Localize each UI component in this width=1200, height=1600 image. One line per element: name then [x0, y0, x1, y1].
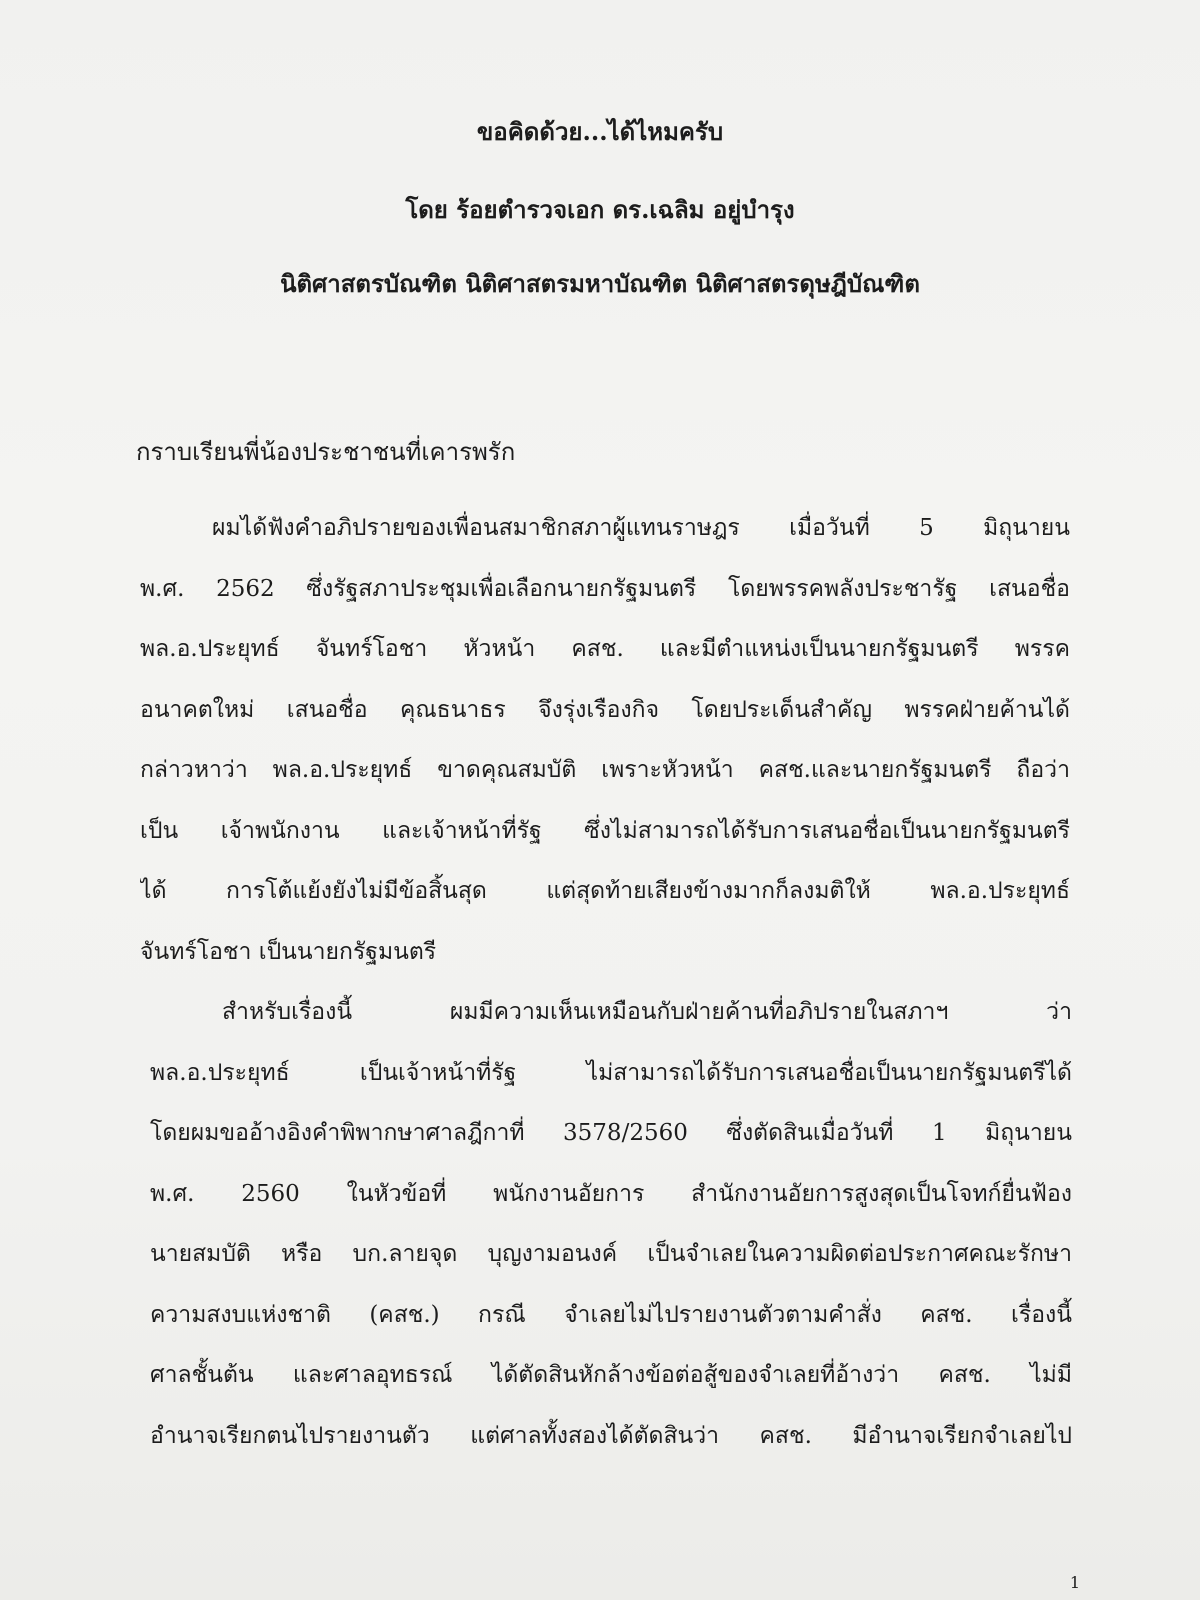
paragraph-line: เป็น เจ้าพนักงาน และเจ้าหน้าที่รัฐ ซึ่งไม่สามารถได้รับการเสนอชื่อเป็นนายกรัฐมนตรี — [140, 817, 1070, 844]
paragraph-line: จันทร์โอชา เป็นนายกรัฐมนตรี — [140, 938, 437, 965]
paragraph-line: พ.ศ. 2562 ซึ่งรัฐสภาประชุมเพื่อเลือกนายกรัฐมนตรี โดยพรรคพลังประชารัฐ เสนอชื่อ — [140, 575, 1070, 602]
document-title: ขอคิดด้วย...ได้ไหมครับ — [476, 117, 724, 146]
paragraph-line: ผมได้ฟังคำอภิปรายของเพื่อนสมาชิกสภาผู้แทนราษฎร เมื่อวันที่ 5 มิถุนายน — [212, 515, 1070, 541]
paragraph-line: โดยผมขออ้างอิงคำพิพากษาศาลฎีกาที่ 3578/2560 ซึ่งตัดสินเมื่อวันที่ 1 มิถุนายน — [150, 1120, 1072, 1146]
paragraph-line: สำหรับเรื่องนี้ ผมมีความเห็นเหมือนกับฝ่ายค้านที่อภิปรายในสภาฯ ว่า — [222, 999, 1072, 1025]
paragraph-line: อำนาจเรียกตนไปรายงานตัว แต่ศาลทั้งสองได้ตัดสินว่า คสช. มีอำนาจเรียกจำเลยไป — [150, 1422, 1072, 1449]
degrees-line: นิติศาสตรบัณฑิต นิติศาสตรมหาบัณฑิต นิติศาสตรดุษฎีบัณฑิต — [280, 269, 920, 298]
author-line: โดย ร้อยตำรวจเอก ดร.เฉลิม อยู่บำรุง — [405, 195, 795, 224]
paragraph-line: ได้ การโต้แย้งยังไม่มีข้อสิ้นสุด แต่สุดท้ายเสียงข้างมากก็ลงมติให้ พล.อ.ประยุทธ์ — [140, 878, 1070, 904]
paragraph-line: กล่าวหาว่า พล.อ.ประยุทธ์ ขาดคุณสมบัติ เพราะหัวหน้า คสช.และนายกรัฐมนตรี ถือว่า — [140, 757, 1070, 783]
page-number: 1 — [1069, 1573, 1080, 1592]
paragraph-line: นายสมบัติ หรือ บก.ลายจุด บุญงามอนงค์ เป็นจำเลยในความผิดต่อประกาศคณะรักษา — [150, 1241, 1072, 1267]
paragraph-2 — [150, 982, 1072, 1466]
paragraph-line: ความสงบแห่งชาติ (คสช.) กรณี จำเลยไม่ไปรายงานตัวตามคำสั่ง คสช. เรื่องนี้ — [150, 1301, 1072, 1328]
paragraph-line: พ.ศ. 2560 ในหัวข้อที่ พนักงานอัยการ สำนักงานอัยการสูงสุดเป็นโจทก์ยื่นฟ้อง — [150, 1180, 1072, 1207]
paragraph-line: พล.อ.ประยุทธ์ เป็นเจ้าหน้าที่รัฐ ไม่สามารถได้รับการเสนอชื่อเป็นนายกรัฐมนตรีได้ — [150, 1059, 1072, 1086]
paragraph-line: ศาลชั้นต้น และศาลอุทธรณ์ ได้ตัดสินหักล้างข้อต่อสู้ของจำเลยที่อ้างว่า คสช. ไม่มี — [150, 1362, 1072, 1388]
paragraph-line: อนาคตใหม่ เสนอชื่อ คุณธนาธร จึงรุ่งเรืองกิจ โดยประเด็นสำคัญ พรรคฝ่ายค้านได้ — [140, 696, 1070, 723]
paragraph-1 — [140, 498, 1070, 982]
salutation: กราบเรียนพี่น้องประชาชนที่เคารพรัก — [136, 438, 516, 466]
paragraph-line: พล.อ.ประยุทธ์ จันทร์โอชา หัวหน้า คสช. และมีตำแหน่งเป็นนายกรัฐมนตรี พรรค — [140, 636, 1070, 662]
